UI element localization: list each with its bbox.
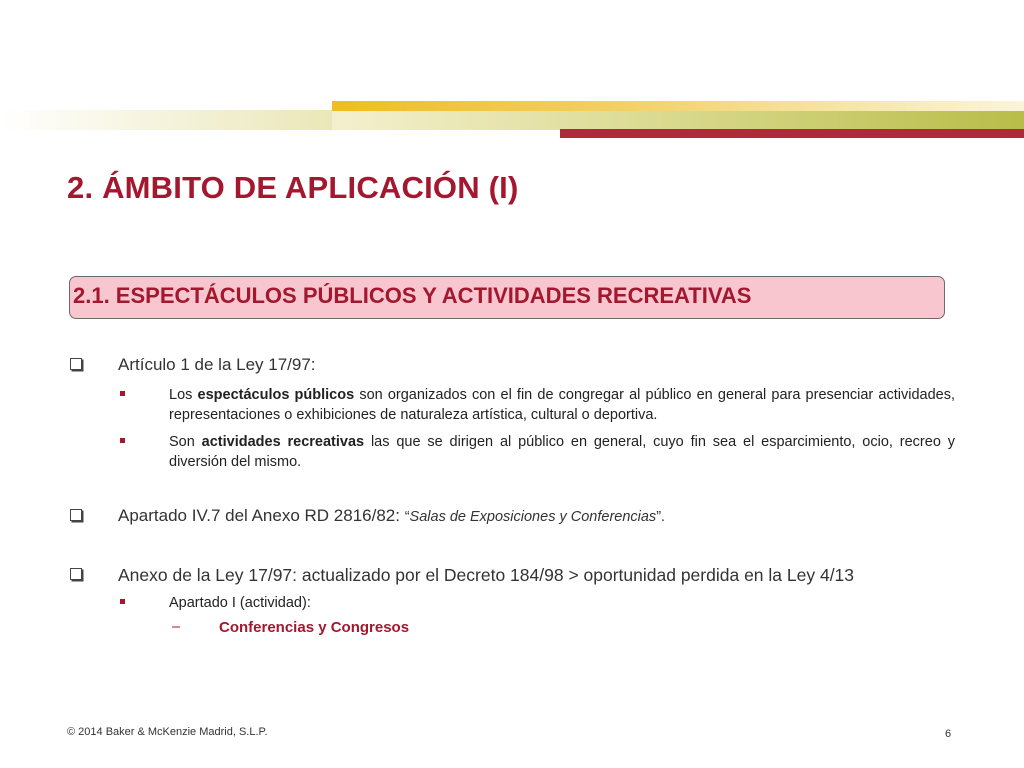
- sub-bullet-actividades: [120, 432, 955, 472]
- sub-bullet-text: Apartado I (actividad):: [169, 595, 311, 611]
- bullet-text: Apartado IV.7 del Anexo RD 2816/82: “Salas de Exposiciones y Conferencias”.: [118, 506, 666, 525]
- checkbox-bullet-icon: [70, 358, 82, 370]
- square-bullet-icon: [120, 391, 125, 396]
- sub-bullet-text-rest: las que se dirigen al público en general, cuyo fin sea el esparcimiento, ocio, recreo y diversión del mismo.: [169, 434, 955, 470]
- footer-copyright: © 2014 Baker & McKenzie Madrid, S.L.P.: [67, 726, 268, 738]
- checkbox-bullet-icon: [70, 509, 82, 521]
- header-bar-gold: [332, 101, 1024, 111]
- square-bullet-icon: [120, 599, 125, 604]
- header-bar-olive: [332, 111, 1024, 130]
- sub-bullet-bold-term: actividades recreativas: [201, 434, 365, 450]
- square-bullet-icon: [120, 438, 125, 443]
- section-subtitle: 2.1. ESPECTÁCULOS PÚBLICOS Y ACTIVIDADES RECREATIVAS: [73, 283, 752, 308]
- sub-bullet-apartado-i: [120, 593, 955, 613]
- dash-bullet-icon: –: [172, 619, 181, 635]
- slide-title: 2. ÁMBITO DE APLICACIÓN (I): [67, 170, 519, 205]
- quote-open: “: [404, 509, 410, 525]
- section-subtitle-box: [69, 276, 945, 319]
- dash-item-text: Conferencias y Congresos: [219, 619, 410, 636]
- sub-bullet-espectaculos: [120, 385, 955, 425]
- checkbox-bullet-icon: [70, 568, 82, 580]
- page-number: 6: [945, 728, 952, 740]
- header-bar-left: [0, 110, 335, 130]
- bullet-text: Artículo 1 de la Ley 17/97:: [118, 355, 316, 374]
- bullet-text: Anexo de la Ley 17/97: actualizado por el Decreto 184/98 > oportunidad perdida en la Ley 4/13: [118, 565, 855, 585]
- sub-bullet-text-start: Son: [169, 434, 202, 450]
- sub-bullet-bold-term: espectáculos públicos: [197, 387, 355, 403]
- header-bar-red: [560, 129, 1024, 138]
- sub-bullet-text-rest: son organizados con el fin de congregar al público en general para presenciar actividades, representaciones o exhibiciones de naturaleza artística, cultural o deportiva.: [169, 387, 955, 423]
- quote-close: ”.: [656, 509, 666, 525]
- quoted-title: Salas de Exposiciones y Conferencias: [409, 509, 657, 525]
- sub-bullet-text-start: Los: [169, 387, 198, 403]
